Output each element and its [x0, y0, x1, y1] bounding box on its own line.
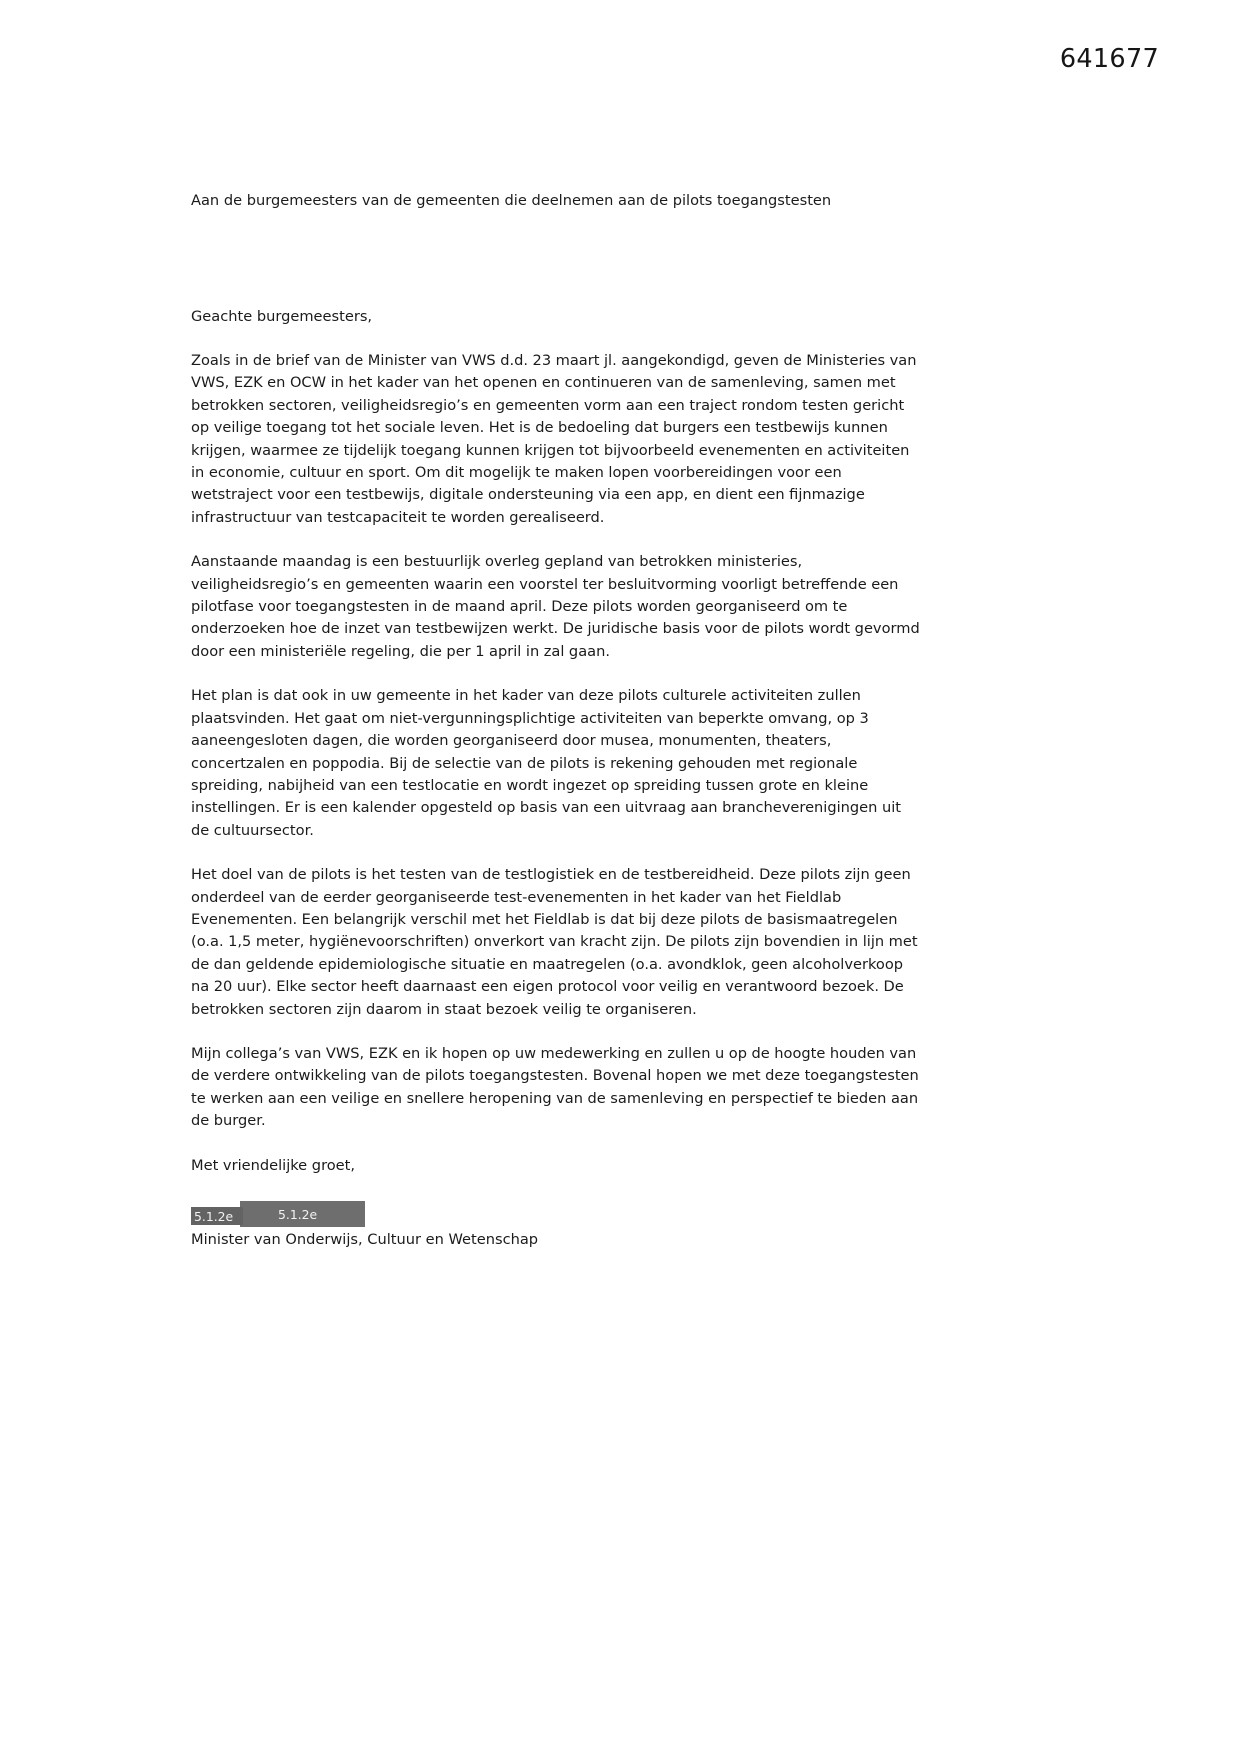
body-paragraph-5: Mijn collega’s van VWS, EZK en ik hopen op uw medewerking en zullen u op de hoogte houden van de verdere ontwikkeling van de pilots toegangstesten. Bovenal hopen we met deze toegangstesten te werken aan een veilige en snellere heropening van de samenleving en perspectief te bieden aan de burger. [191, 1044, 919, 1130]
spacer [191, 1021, 923, 1043]
body-paragraph-3: Het plan is dat ook in uw gemeente in het kader van deze pilots culturele activiteiten zullen plaatsvinden. Het gaat om niet-vergunningsplichtige activiteiten van beperkte omvang, op 3 aaneengesloten dagen, die worden georganiseerd door musea, monumenten, theaters, concertzalen en poppodia. Bij de selectie van de pilots is rekening gehouden met regionale spreiding, nabijheid van een testlocatie en wordt ingezet op spreiding tussen grote en kleine instellingen. Er is een kalender opgesteld op basis van een uitvraag aan brancheverenigingen uit de cultuursector. [191, 687, 901, 839]
salutation: Geachte burgemeesters, [191, 308, 373, 325]
spacer [191, 1133, 923, 1155]
page-id-stamp: 641677 [1059, 44, 1159, 74]
body-paragraph-2: Aanstaande maandag is een bestuurlijk overleg gepland van betrokken ministeries, veiligheidsregio’s en gemeenten waarin een voorstel ter besluitvorming voorligt betreffende een pilotfase voor toegangstesten in de maand april. Deze pilots worden georganiseerd om te onderzoeken hoe de inzet van testbewijzen werkt. De juridische basis voor de pilots wordt gevormd door een ministeriële regeling, die per 1 april in zal gaan. [191, 553, 920, 660]
body-paragraph-1: Zoals in de brief van de Minister van VWS d.d. 23 maart jl. aangekondigd, geven de Ministeries van VWS, EZK en OCW in het kader van het openen en continueren van de samenleving, samen met betrokken sectoren, veiligheidsregio’s en gemeenten vorm aan een traject rondom testen gericht op veilige toegang tot het sociale leven. Het is de bedoeling dat burgers een testbewijs kunnen krijgen, waarmee ze tijdelijk toegang kunnen krijgen tot bijvoorbeeld evenementen en activiteiten in economie, cultuur en sport. Om dit mogelijk te maken lopen voorbereidingen voor een wetstraject voor een testbewijs, digitale ondersteuning via een app, en dient een fijnmazige infrastructuur van testcapaciteit te worden gerealiseerd. [191, 352, 917, 526]
addressee-line: Aan de burgemeesters van de gemeenten die deelnemen aan de pilots toegangstesten [191, 192, 832, 209]
spacer [191, 529, 923, 551]
spacer [191, 328, 923, 350]
redaction-block-right [240, 1201, 365, 1227]
letter-body [191, 190, 923, 1251]
redaction-right-label: 5.1.2e [278, 1206, 318, 1222]
spacer [191, 842, 923, 864]
spacer [191, 663, 923, 685]
redaction-left-label: 5.1.2e [194, 1208, 234, 1224]
redaction-block-left [191, 1207, 243, 1225]
closing-line: Met vriendelijke groet, [191, 1156, 356, 1174]
signature-block [191, 1199, 923, 1251]
signature-title-line: Minister van Onderwijs, Cultuur en Wetenschap [191, 1231, 539, 1248]
body-paragraph-4: Het doel van de pilots is het testen van de testlogistiek en de testbereidheid. Deze pilots zijn geen onderdeel van de eerder georganiseerde test-evenementen in het kader van het Fieldlab Evenementen. Een belangrijk verschil met het Fieldlab is dat bij deze pilots de basismaatregelen (o.a. 1,5 meter, hygiënevoorschriften) onverkort van kracht zijn. De pilots zijn bovendien in lijn met de dan geldende epidemiologische situatie en maatregelen (o.a. avondklok, geen alcoholverkoop na 20 uur). Elke sector heeft daarnaast een eigen protocol voor veilig en verantwoord bezoek. De betrokken sectoren zijn daarom in staat bezoek veilig te organiseren. [191, 866, 918, 1018]
